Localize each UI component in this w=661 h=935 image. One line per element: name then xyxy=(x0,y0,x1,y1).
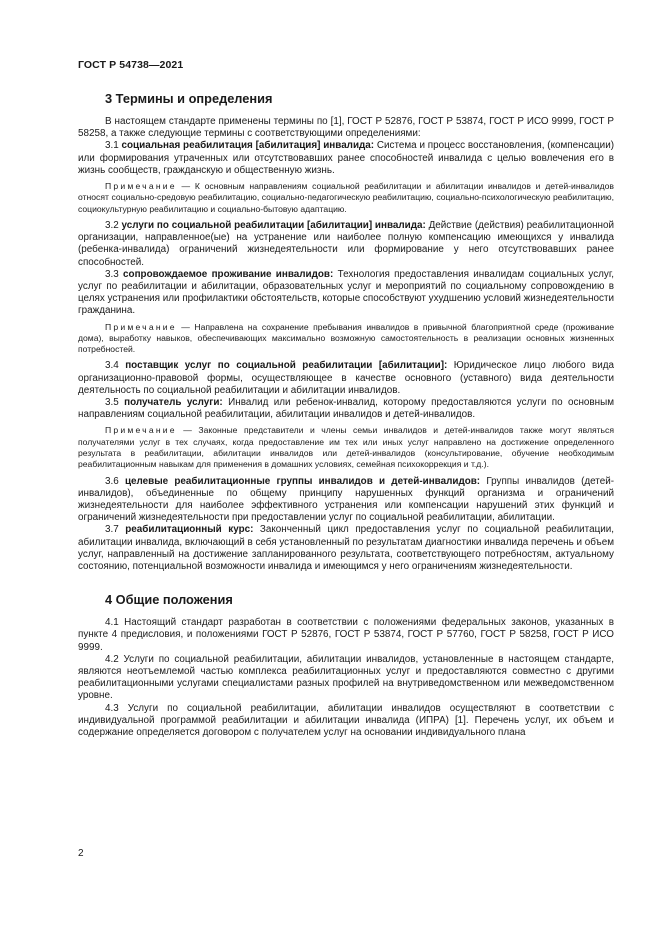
section-4-title: 4 Общие положения xyxy=(105,592,233,608)
term-number: 3.4 xyxy=(105,360,126,372)
term-definition: Система и процесс восстановления, (компенсации) или формирования утраченных или отсутствовавших ранее способностей инвалида с целью вовлечения его в жизнь сообществ, гражданскую и общественную жизнь. xyxy=(78,140,614,176)
note-3 xyxy=(78,425,614,470)
term-definition: Группы инвалидов (детей-инвалидов), объединенные по общему принципу нарушенных функций организма и ограничений жизнедеятельности для наиболее эффективного устранения или компенсации нарушений этих функций и ограничений жизнедеятельности при предоставлении услуг по социальной реабилитации, абилитации. xyxy=(78,475,614,524)
note-text: — Направлена на сохранение пребывания инвалидов в привычной благоприятной среде (проживание дома), выработку навыков, обеспечивающих максимально возможную самостоятельность в реализации основных жизненных потребностей. xyxy=(78,321,614,355)
note-text: — Законные представители и члены семьи инвалидов и детей-инвалидов также могут являться получателями услуг в тех случаях, когда предоставление им тех или иных услуг направлено на достижение определенного результата в реабилитации, абилитации инвалидов или детей-инвалидов (консультирование, обучение необходимым реабилитационным навыкам для применения в домашних условиях, семейная психокоррекция и т.д.). xyxy=(78,425,614,470)
term-number: 3.7 xyxy=(105,524,126,536)
term-name: услуги по социальной реабилитации [абилитации] инвалида: xyxy=(121,219,426,231)
term-definition: Действие (действия) реабилитационной организации, направленное(ые) на устранение или наиболее полную компенсацию имеющихся у инвалида (ребенка-инвалида) ограничений жизнедеятельности или формирование у него отсутствовавших ранее способностей. xyxy=(78,219,614,268)
term-name: сопровождаемое проживание инвалидов: xyxy=(123,268,334,280)
note-2 xyxy=(78,322,614,356)
term-name: реабилитационный курс: xyxy=(125,524,254,536)
paragraph-4-2: 4.2 Услуги по социальной реабилитации, абилитации инвалидов, установленные в настоящем стандарте, являются неотъемлемой частью комплекса реабилитационных услуг и предоставляются совместно с другими реабилитационными услугами специалистами разных профилей на внутриведомственном или межведомственном уровне. xyxy=(78,653,614,702)
term-3-4 xyxy=(78,360,614,397)
term-definition: Юридическое лицо любого вида организационно-правовой формы, осуществляющее в качестве основного (уставного) вида деятельности деятельность по социальной реабилитации и абилитации инвалидов. xyxy=(78,360,614,396)
term-3-5 xyxy=(78,397,614,421)
term-number: 3.6 xyxy=(105,475,125,487)
note-label: Примечание xyxy=(105,425,177,436)
section-3-intro: В настоящем стандарте применены термины по [1], ГОСТ Р 52876, ГОСТ Р 53874, ГОСТ Р ИСО 9999, ГОСТ Р 58258, а также следующие термины с соответствующими определениями: xyxy=(78,116,614,140)
page-number: 2 xyxy=(78,848,84,859)
term-definition: Законченный цикл предоставления услуг по социальной реабилитации, абилитации инвалида, включающий в себя установленный по результатам диагностики инвалида перечень и объем услуг, направленный на достижение запланированного результата, соответствующего потребностям, актуальному состоянию, потенциальной возможности инвалида и имеющимся у него ограничениям жизнедеятельности. xyxy=(78,524,614,573)
term-name: поставщик услуг по социальной реабилитации [абилитации]: xyxy=(125,360,448,372)
term-3-2 xyxy=(78,220,614,269)
term-name: социальная реабилитация [абилитация] инвалида: xyxy=(121,140,375,152)
term-number: 3.2 xyxy=(105,219,122,231)
term-definition: Инвалид или ребенок-инвалид, которому предоставляются услуги по основным направлениям социальной реабилитации, абилитации инвалидов и детей-инвалидов. xyxy=(78,397,614,421)
term-3-3 xyxy=(78,269,614,318)
term-3-6 xyxy=(78,476,614,525)
document-header: ГОСТ Р 54738—2021 xyxy=(78,59,184,71)
term-3-1 xyxy=(78,140,614,177)
term-name: получатель услуги: xyxy=(124,397,223,409)
term-number: 3.5 xyxy=(105,397,125,409)
section-3-title: 3 Термины и определения xyxy=(105,91,273,106)
note-label: Примечание xyxy=(105,321,177,332)
term-name: целевые реабилитационные группы инвалидов и детей-инвалидов: xyxy=(124,475,481,487)
term-number: 3.1 xyxy=(105,140,122,152)
note-1 xyxy=(78,181,614,215)
term-definition: Технология предоставления инвалидам социальных услуг, услуг по реабилитации и абилитации, образовательных услуг и мероприятий по социальному сопровождению в целях устранения или профилактики обстоятельств, которые способствуют ухудшению условий жизнедеятельности гражданина. xyxy=(78,268,614,317)
term-number: 3.3 xyxy=(105,268,124,280)
page-content xyxy=(78,92,614,739)
note-label: Примечание xyxy=(105,181,177,192)
paragraph-4-1: 4.1 Настоящий стандарт разработан в соответствии с положениями федеральных законов, указанных в пункте 4 предисловия, и положениями ГОСТ Р 52876, ГОСТ Р 53874, ГОСТ Р 57760, ГОСТ Р 58258, ГОСТ Р ИСО 9999. xyxy=(78,617,614,653)
note-text: — К основным направлениям социальной реабилитации и абилитации инвалидов и детей-инвалидов относят социально-средовую реабилитацию, социально-педагогическую реабилитацию, социально-психологическую реабилитацию, социокультурную реабилитацию и социально-бытовую адаптацию. xyxy=(78,181,614,214)
paragraph-4-3: 4.3 Услуги по социальной реабилитации, абилитации инвалидов осуществляют в соответствии с индивидуальной программой реабилитации и абилитации инвалида (ИПРА) [1]. Перечень услуг, их объем и содержание определяется договором с получателем услуг на основании индивидуального плана xyxy=(78,702,614,739)
term-3-7 xyxy=(78,524,614,573)
